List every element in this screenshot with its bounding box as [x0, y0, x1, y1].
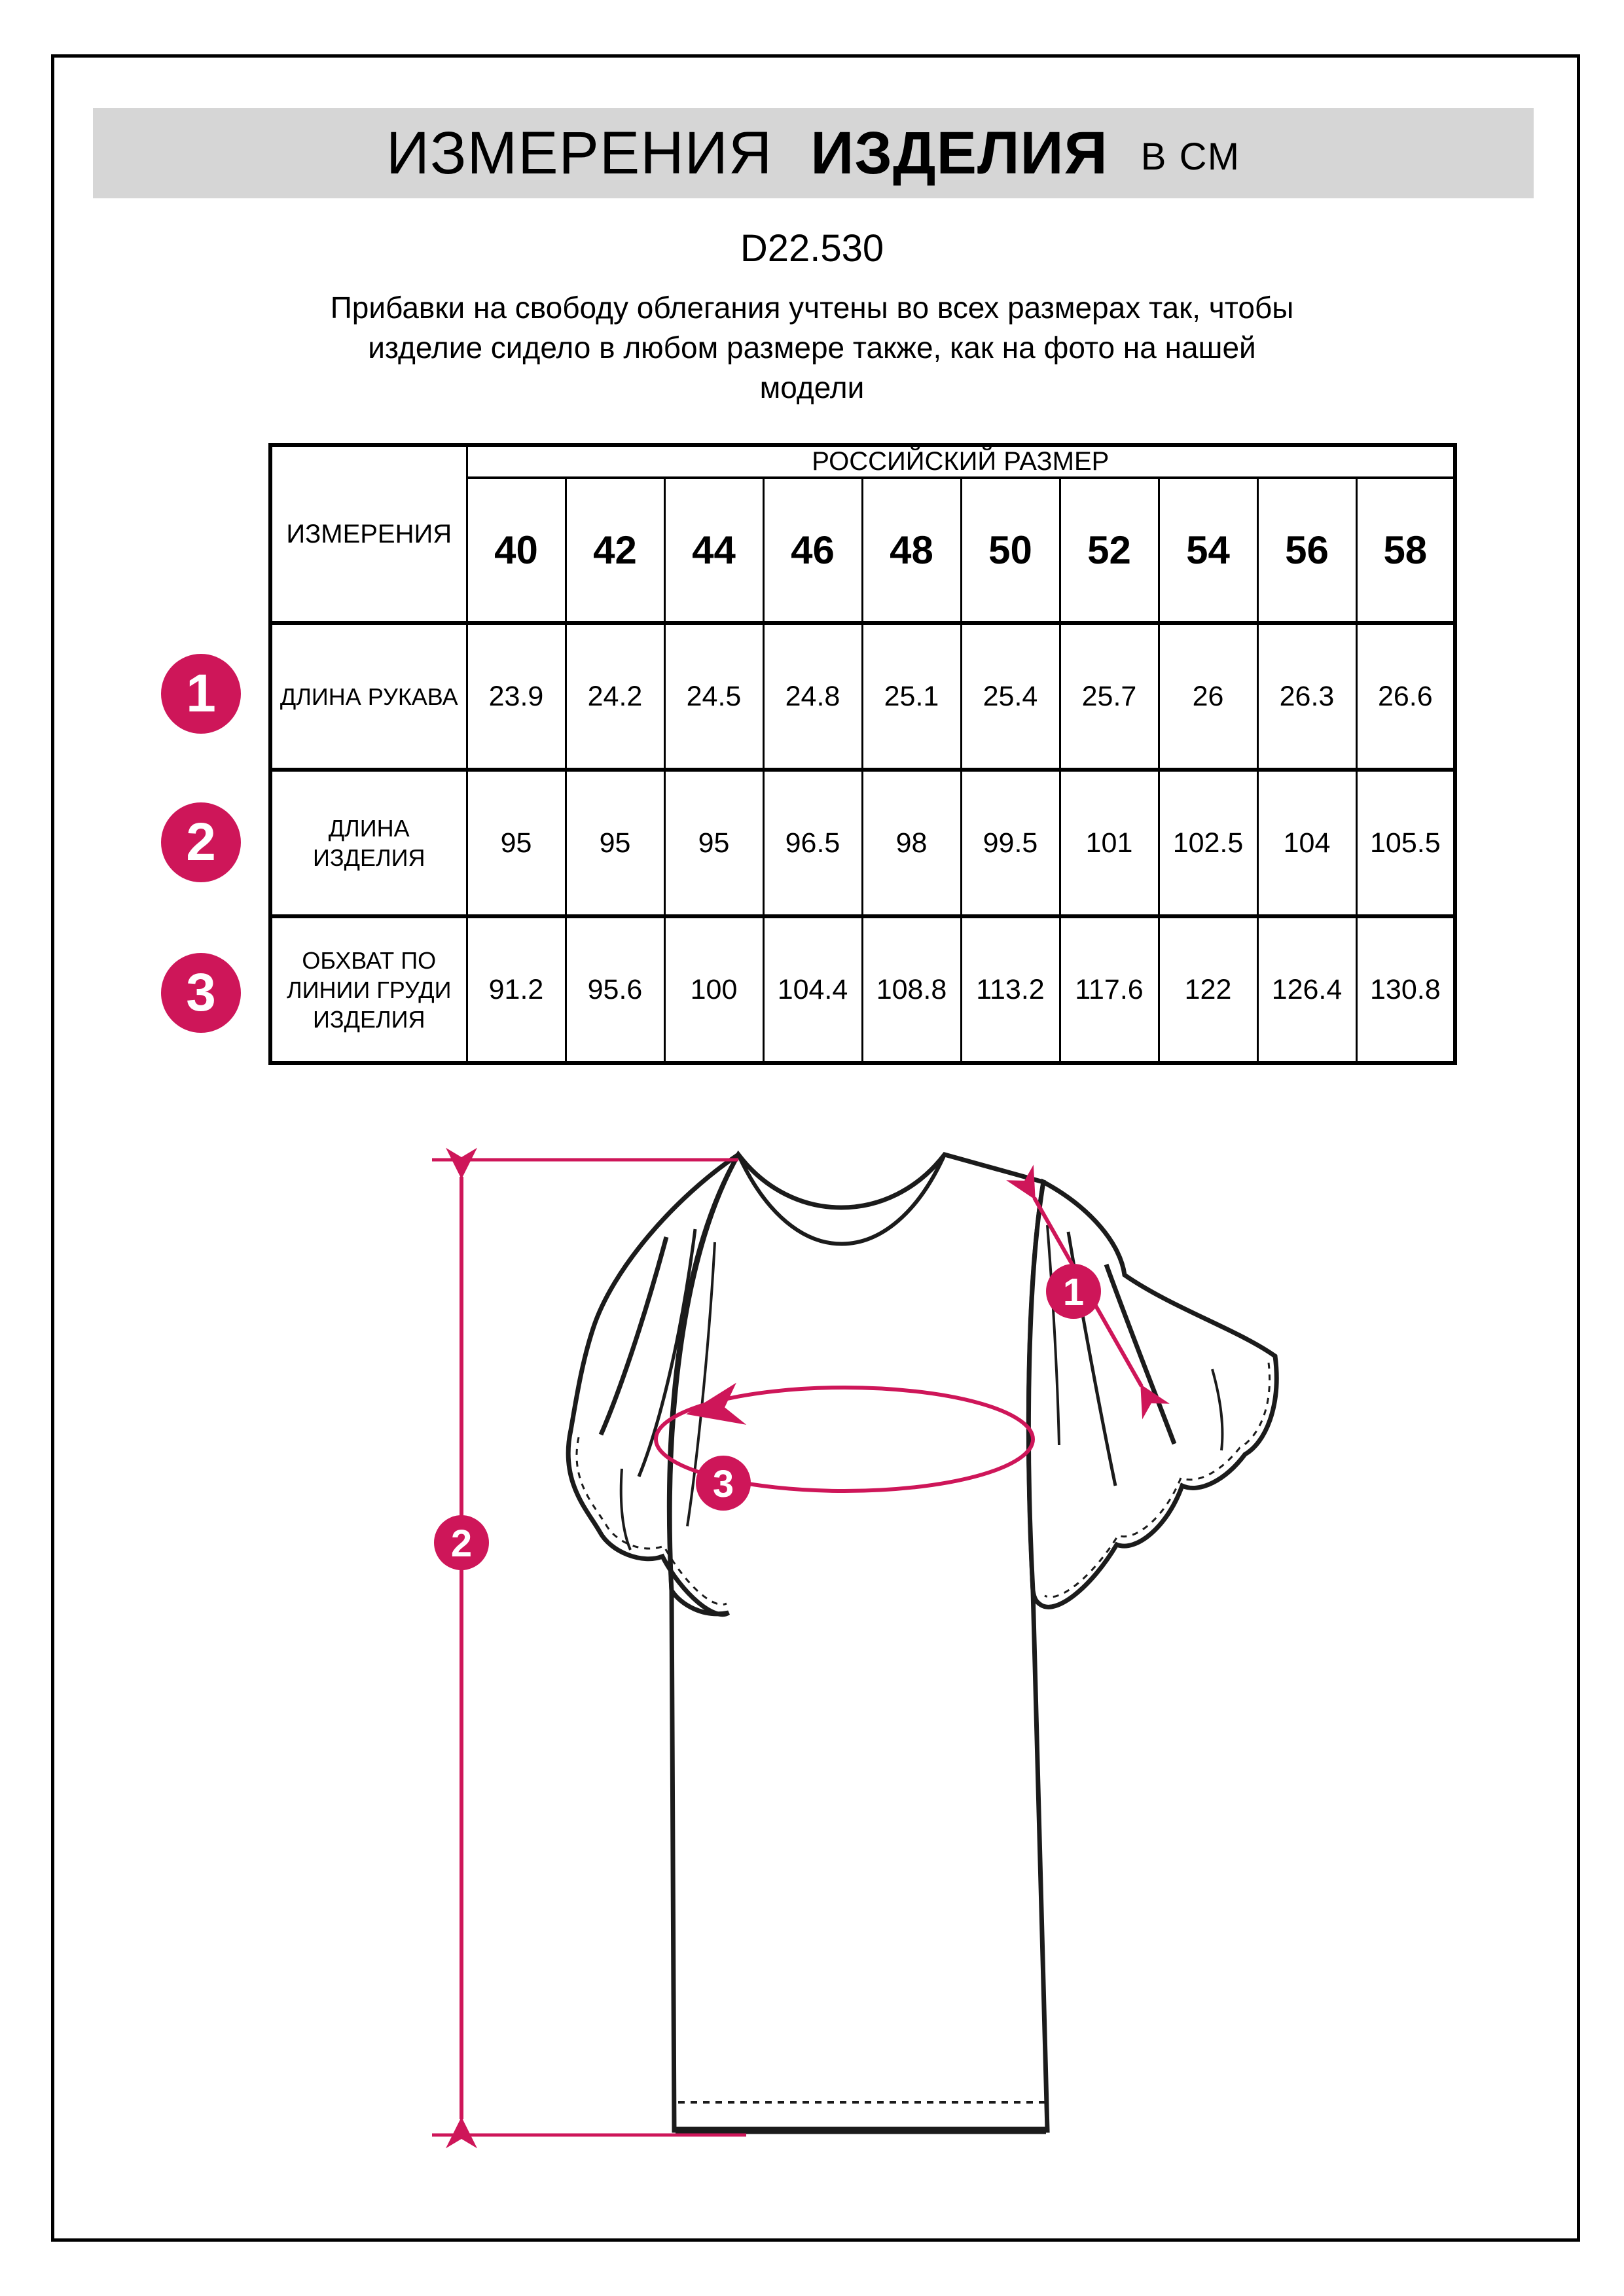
table-row-sleeve-length: [270, 623, 1455, 770]
value-cell: 122: [1159, 916, 1257, 1063]
intro-line-3: модели: [759, 370, 865, 404]
value-cell: 91.2: [467, 916, 566, 1063]
size-cell: 40: [467, 478, 566, 623]
value-cell: 26.6: [1356, 623, 1455, 770]
size-cell: 50: [961, 478, 1060, 623]
dress-body-outline: [670, 1155, 1047, 2130]
value-cell: 24.2: [566, 623, 664, 770]
value-cell: 98: [862, 770, 961, 916]
measure-number-badge-1: 1: [161, 654, 241, 734]
value-cell: 104.4: [763, 916, 862, 1063]
diagram-badge-1: [1046, 1264, 1101, 1319]
size-cell: 52: [1060, 478, 1159, 623]
value-cell: 26.3: [1257, 623, 1356, 770]
row-label: ДЛИНА РУКАВА: [270, 623, 467, 770]
badge-digit: 1: [1062, 1271, 1085, 1314]
row-label: ОБХВАТ ПО ЛИНИИ ГРУДИ ИЗДЕЛИЯ: [270, 916, 467, 1063]
size-cell: 46: [763, 478, 862, 623]
value-cell: 96.5: [763, 770, 862, 916]
value-cell: 24.8: [763, 623, 862, 770]
badge-digit: 3: [712, 1463, 734, 1505]
size-cell: 48: [862, 478, 961, 623]
corner-header: ИЗМЕРЕНИЯ: [270, 445, 467, 623]
value-cell: 126.4: [1257, 916, 1356, 1063]
value-cell: 117.6: [1060, 916, 1159, 1063]
value-cell: 105.5: [1356, 770, 1455, 916]
table-row: [270, 445, 1455, 478]
measure-number-badge-2: 2: [161, 802, 241, 882]
value-cell: 108.8: [862, 916, 961, 1063]
right-sleeve: [1028, 1182, 1276, 1607]
garment-diagram: [393, 1106, 1342, 2206]
value-cell: 26: [1159, 623, 1257, 770]
size-cell: 44: [664, 478, 763, 623]
value-cell: 113.2: [961, 916, 1060, 1063]
diagram-badge-3: [696, 1456, 751, 1511]
value-cell: 101: [1060, 770, 1159, 916]
size-group-header: РОССИЙСКИЙ РАЗМЕР: [467, 445, 1455, 478]
size-cell: 58: [1356, 478, 1455, 623]
title-bar: [93, 108, 1534, 198]
value-cell: 102.5: [1159, 770, 1257, 916]
intro-line-2: изделие сидело в любом размере также, как на фото на нашей: [368, 331, 1256, 365]
table-row-chest-girth: [270, 916, 1455, 1063]
model-code: D22.530: [740, 227, 884, 270]
value-cell: 24.5: [664, 623, 763, 770]
size-cell: 54: [1159, 478, 1257, 623]
value-cell: 25.7: [1060, 623, 1159, 770]
intro-text: [0, 288, 1624, 408]
size-cell: 56: [1257, 478, 1356, 623]
page-title: ИЗМЕРЕНИЯ: [386, 119, 773, 187]
value-cell: 130.8: [1356, 916, 1455, 1063]
value-cell: 95: [566, 770, 664, 916]
value-cell: 99.5: [961, 770, 1060, 916]
measurements-table: [268, 443, 1457, 1065]
diagram-badge-2: [434, 1515, 489, 1570]
value-cell: 25.4: [961, 623, 1060, 770]
page-title-bold: ИЗДЕЛИЯ: [810, 119, 1108, 187]
page-title-units: В СМ: [1140, 135, 1241, 178]
value-cell: 95: [664, 770, 763, 916]
value-cell: 100: [664, 916, 763, 1063]
value-cell: 25.1: [862, 623, 961, 770]
measure-number-badge-3: 3: [161, 953, 241, 1033]
badge-digit: 2: [450, 1522, 473, 1565]
table-row-item-length: [270, 770, 1455, 916]
value-cell: 104: [1257, 770, 1356, 916]
value-cell: 95.6: [566, 916, 664, 1063]
value-cell: 23.9: [467, 623, 566, 770]
value-cell: 95: [467, 770, 566, 916]
size-cell: 42: [566, 478, 664, 623]
row-label: ДЛИНА ИЗДЕЛИЯ: [270, 770, 467, 916]
intro-line-1: Прибавки на свободу облегания учтены во всех размерах так, чтобы: [330, 291, 1294, 325]
